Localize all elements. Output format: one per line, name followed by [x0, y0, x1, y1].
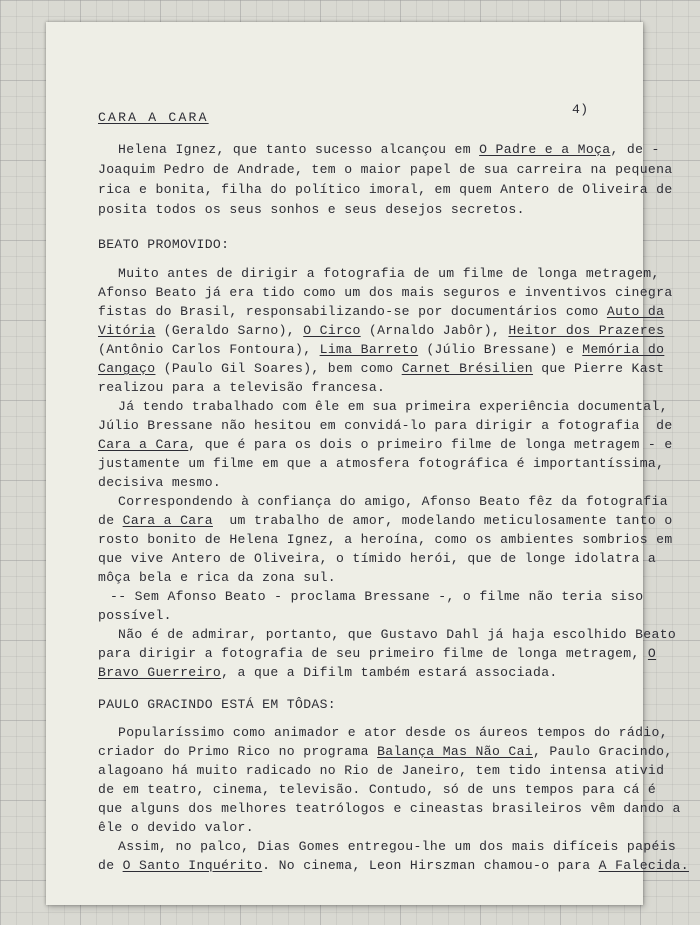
- beato-p5-line-2: para dirigir a fotografia de seu primeiro filme de longa metragem, O: [98, 646, 657, 661]
- film-title: O Padre e a Moça: [479, 142, 611, 157]
- film-title: Carnet Brésilien: [401, 361, 534, 376]
- beato-p3-line-1: Correspondendo à confiança do amigo, Afonso Beato fêz da fotografia: [118, 494, 668, 509]
- gracindo-p2-line-2: de O Santo Inquérito. No cinema, Leon Hirszman chamou-o para A Falecida.: [98, 858, 689, 873]
- beato-p5-line-1: Não é de admirar, portanto, que Gustavo Dahl já haja escolhido Beato: [118, 627, 677, 642]
- beato-p1-line-2: Afonso Beato já era tido como um dos mais seguros e inventivos cinegra: [98, 285, 673, 300]
- film-title: Auto da: [606, 304, 665, 319]
- beato-p1-line-7: realizou para a televisão francesa.: [98, 380, 386, 395]
- film-title: Memória do: [582, 342, 665, 357]
- beato-p5-line-3: Bravo Guerreiro, a que a Difilm também estará associada.: [98, 665, 558, 680]
- film-title: O Circo: [303, 323, 361, 338]
- beato-p1-line-1: Muito antes de dirigir a fotografia de um filme de longa metragem,: [118, 266, 660, 281]
- film-title: Lima Barreto: [319, 342, 419, 357]
- beato-p1-line-4: Vitória (Geraldo Sarno), O Circo (Arnaldo Jabôr), Heitor dos Prazeres: [98, 323, 665, 338]
- gracindo-p1-line-5: que alguns dos melhores teatrólogos e cineastas brasileiros vêm dando a: [98, 801, 681, 816]
- film-title: A Falecida.: [598, 858, 689, 873]
- typewritten-page: [46, 22, 689, 905]
- gracindo-p2-line-1: Assim, no palco, Dias Gomes entregou-lhe um dos mais difíceis papéis: [118, 839, 677, 854]
- gracindo-p1-line-4: de em teatro, cinema, televisão. Contudo, só de uns tempos para cá é: [98, 782, 657, 797]
- beato-p1-line-5: (Antônio Carlos Fontoura), Lima Barreto (Júlio Bressane) e Memória do: [98, 342, 665, 357]
- beato-p2-line-2: Júlio Bressane não hesitou em convidá-lo para dirigir a fotografia de: [98, 418, 673, 433]
- film-title: Vitória: [98, 323, 156, 338]
- intro-line-2: Joaquim Pedro de Andrade, tem o maior papel de sua carreira na pequena: [98, 162, 673, 177]
- beato-p2-line-3: Cara a Cara, que é para os dois o primeiro filme de longa metragem - e: [98, 437, 673, 452]
- beato-p4-line-2: possível.: [98, 608, 172, 623]
- beato-p3-line-5: môça bela e rica da zona sul.: [98, 570, 337, 585]
- gracindo-p1-line-3: alagoano há muito radicado no Rio de Janeiro, tem tido intensa ativid: [98, 763, 665, 778]
- section-heading-beato: BEATO PROMOVIDO:: [98, 237, 230, 252]
- document-title: CARA A CARA: [98, 110, 209, 125]
- beato-p1-line-6: Cangaço (Paulo Gil Soares), bem como Carnet Brésilien que Pierre Kast: [98, 361, 665, 376]
- show-title: Balança Mas Não Cai: [377, 744, 534, 759]
- intro-line-3: rica e bonita, filha do político imoral, em quem Antero de Oliveira de: [98, 182, 673, 197]
- gracindo-p1-line-6: êle o devido valor.: [98, 820, 254, 835]
- beato-p2-line-1: Já tendo trabalhado com êle em sua primeira experiência documental,: [118, 399, 668, 414]
- film-title: Bravo Guerreiro: [98, 665, 222, 680]
- film-title: Cara a Cara: [122, 513, 213, 528]
- page-number: 4): [572, 102, 589, 117]
- intro-line-1: Helena Ignez, que tanto sucesso alcançou em O Padre e a Moça, de -: [118, 142, 660, 157]
- beato-p1-line-3: fistas do Brasil, responsabilizando-se por documentários como Auto da: [98, 304, 665, 319]
- film-title: Cangaço: [98, 361, 156, 376]
- play-title: O Santo Inquérito: [122, 858, 263, 873]
- film-title: Heitor dos Prazeres: [508, 323, 665, 338]
- beato-p2-line-5: decisiva mesmo.: [98, 475, 222, 490]
- intro-line-4: posita todos os seus sonhos e seus desejos secretos.: [98, 202, 525, 217]
- beato-p3-line-2: de Cara a Cara um trabalho de amor, modelando meticulosamente tanto o: [98, 513, 673, 528]
- gracindo-p1-line-2: criador do Primo Rico no programa Balança Mas Não Cai, Paulo Gracindo,: [98, 744, 673, 759]
- gracindo-p1-line-1: Popularíssimo como animador e ator desde os áureos tempos do rádio,: [118, 725, 668, 740]
- film-title: O: [647, 646, 657, 661]
- section-heading-gracindo: PAULO GRACINDO ESTÁ EM TÔDAS:: [98, 697, 337, 712]
- beato-p4-line-1: -- Sem Afonso Beato - proclama Bressane -, o filme não teria siso: [110, 589, 644, 604]
- film-title: Cara a Cara: [98, 437, 189, 452]
- beato-p3-line-4: que vive Antero de Oliveira, o tímido herói, que de longe idolatra a: [98, 551, 657, 566]
- beato-p2-line-4: justamente um filme em que a atmosfera fotográfica é importantíssima,: [98, 456, 665, 471]
- beato-p3-line-3: rosto bonito de Helena Ignez, a heroína, como os ambientes sombrios em: [98, 532, 673, 547]
